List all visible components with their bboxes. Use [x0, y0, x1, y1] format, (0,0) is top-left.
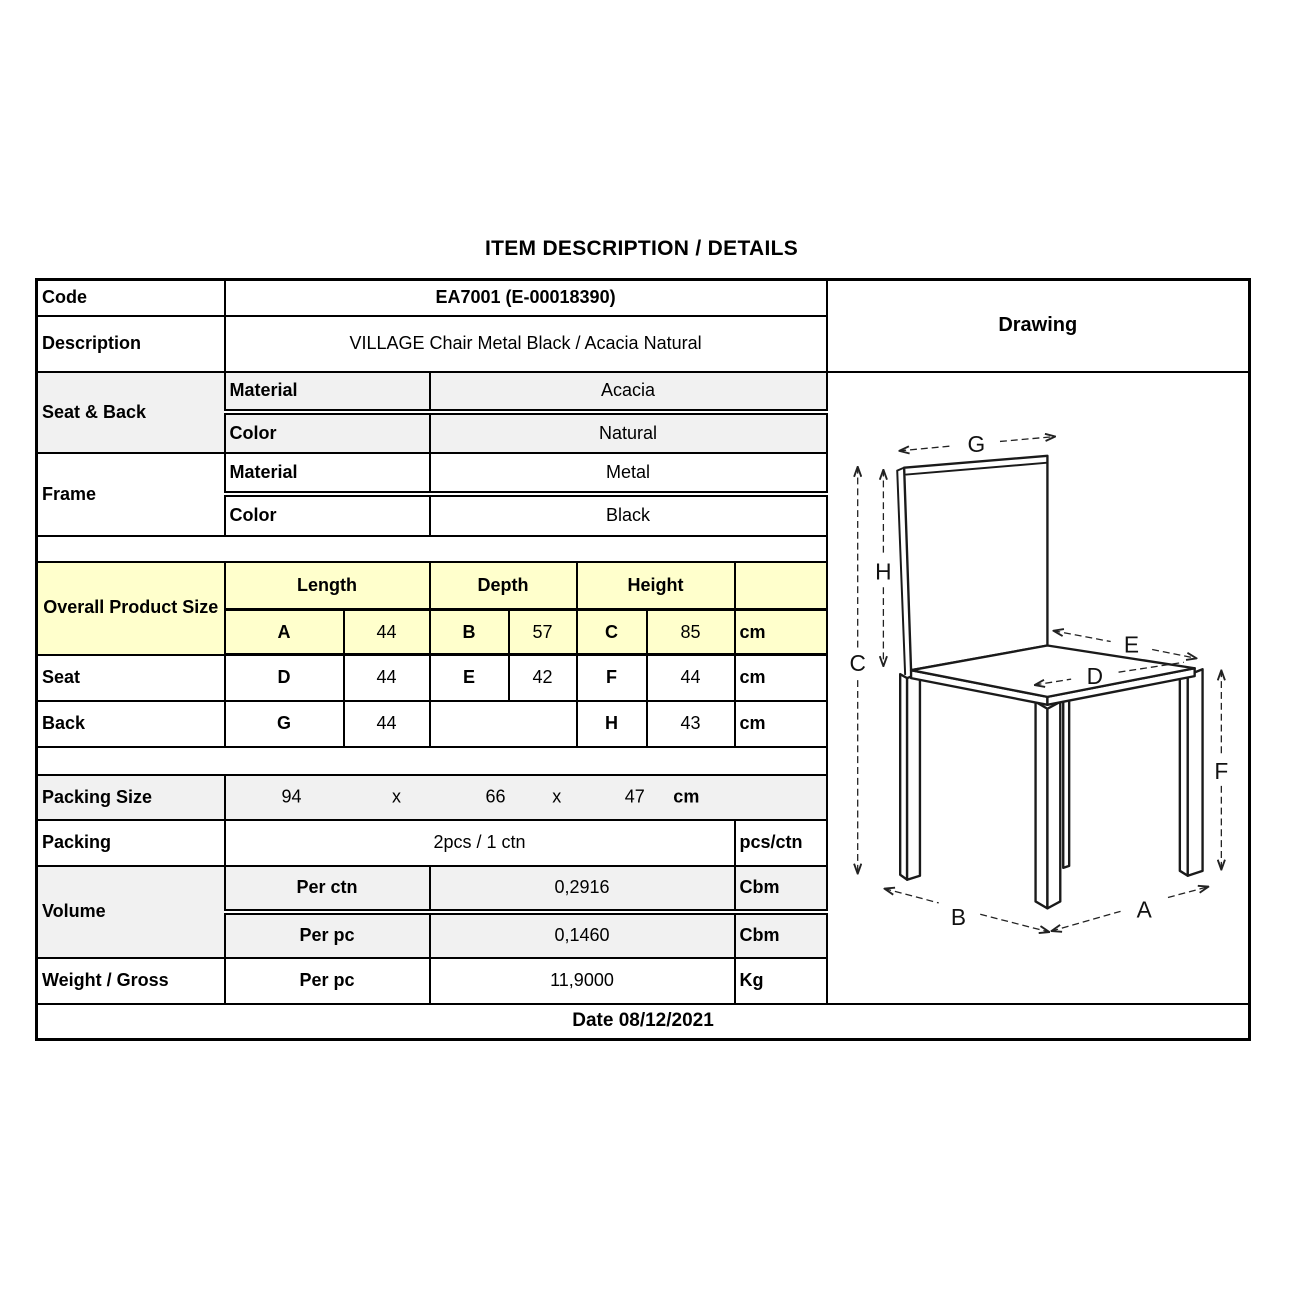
seat-back-label: Seat & Back	[37, 372, 225, 453]
overall-header-length: Length	[225, 562, 430, 610]
overall-value-a: 44	[344, 610, 430, 655]
spec-table	[35, 278, 1251, 1041]
seat-back-color-label: Color	[225, 412, 430, 453]
overall-header-depth: Depth	[430, 562, 577, 610]
packing-size-x1: x	[392, 786, 401, 807]
seat-back-material-value: Acacia	[430, 372, 827, 412]
overall-unit: cm	[735, 610, 827, 655]
packing-value: 2pcs / 1 ctn	[225, 820, 735, 866]
code-value: EA7001 (E-00018390)	[225, 280, 827, 316]
back-empty-cell	[430, 701, 577, 747]
back-key-g: G	[225, 701, 344, 747]
dim-label-g: G	[966, 430, 985, 457]
dim-label-a: A	[1136, 895, 1152, 922]
frame-label: Frame	[37, 453, 225, 536]
seat-back-material-label: Material	[225, 372, 430, 412]
dim-label-c: C	[849, 649, 866, 676]
overall-header-height: Height	[577, 562, 735, 610]
packing-size-x2: x	[552, 786, 562, 807]
chair-drawing-svg	[832, 375, 1250, 1001]
spacer-row	[37, 747, 827, 775]
dim-label-e: E	[1123, 630, 1139, 657]
seat-unit: cm	[735, 655, 827, 701]
volume-perctn-label: Per ctn	[225, 866, 430, 912]
weight-unit: Kg	[735, 958, 827, 1004]
back-value-h: 43	[647, 701, 735, 747]
volume-perctn-value: 0,2916	[430, 866, 735, 912]
code-label: Code	[37, 280, 225, 316]
chair-drawing-cell	[827, 372, 1250, 1004]
packing-size-label: Packing Size	[37, 775, 225, 820]
packing-unit: pcs/ctn	[735, 820, 827, 866]
packing-size-v1: 94	[281, 786, 302, 807]
volume-perpc-unit: Cbm	[735, 912, 827, 958]
frame-material-value: Metal	[430, 453, 827, 494]
chair-backrest	[897, 455, 1047, 673]
frame-color-value: Black	[430, 494, 827, 536]
back-unit: cm	[735, 701, 827, 747]
seat-value-d: 44	[344, 655, 430, 701]
volume-label: Volume	[37, 866, 225, 958]
weight-label: Weight / Gross	[37, 958, 225, 1004]
dim-label-f: F	[1213, 757, 1228, 784]
packing-size-values	[225, 775, 827, 820]
volume-perctn-unit: Cbm	[735, 866, 827, 912]
overall-key-b: B	[430, 610, 509, 655]
packing-size-unit: cm	[673, 786, 700, 807]
packing-size-v2: 66	[485, 786, 506, 807]
overall-value-b: 57	[509, 610, 577, 655]
packing-size-v3: 47	[624, 786, 645, 807]
seat-key-d: D	[225, 655, 344, 701]
description-value: VILLAGE Chair Metal Black / Acacia Natural	[225, 316, 827, 372]
seat-value-e: 42	[509, 655, 577, 701]
overall-header-empty	[735, 562, 827, 610]
dim-label-h: H	[874, 557, 892, 584]
back-row-label: Back	[37, 701, 225, 747]
seat-back-color-value: Natural	[430, 412, 827, 453]
dim-label-d: D	[1086, 662, 1103, 689]
packing-label: Packing	[37, 820, 225, 866]
weight-sub-label: Per pc	[225, 958, 430, 1004]
volume-perpc-label: Per pc	[225, 912, 430, 958]
seat-key-e: E	[430, 655, 509, 701]
back-value-g: 44	[344, 701, 430, 747]
back-key-h: H	[577, 701, 647, 747]
overall-size-label: Overall Product Size	[37, 562, 225, 655]
date-row: Date 08/12/2021	[37, 1004, 1250, 1040]
overall-value-c: 85	[647, 610, 735, 655]
overall-key-a: A	[225, 610, 344, 655]
frame-material-label: Material	[225, 453, 430, 494]
drawing-header: Drawing	[827, 280, 1250, 372]
spacer-row	[37, 536, 827, 562]
page-title: ITEM DESCRIPTION / DETAILS	[484, 237, 799, 260]
weight-value: 11,9000	[430, 958, 735, 1004]
frame-color-label: Color	[225, 494, 430, 536]
description-label: Description	[37, 316, 225, 372]
volume-perpc-value: 0,1460	[430, 912, 735, 958]
overall-key-c: C	[577, 610, 647, 655]
dim-label-b: B	[950, 903, 966, 930]
seat-key-f: F	[577, 655, 647, 701]
seat-row-label: Seat	[37, 655, 225, 701]
seat-value-f: 44	[647, 655, 735, 701]
